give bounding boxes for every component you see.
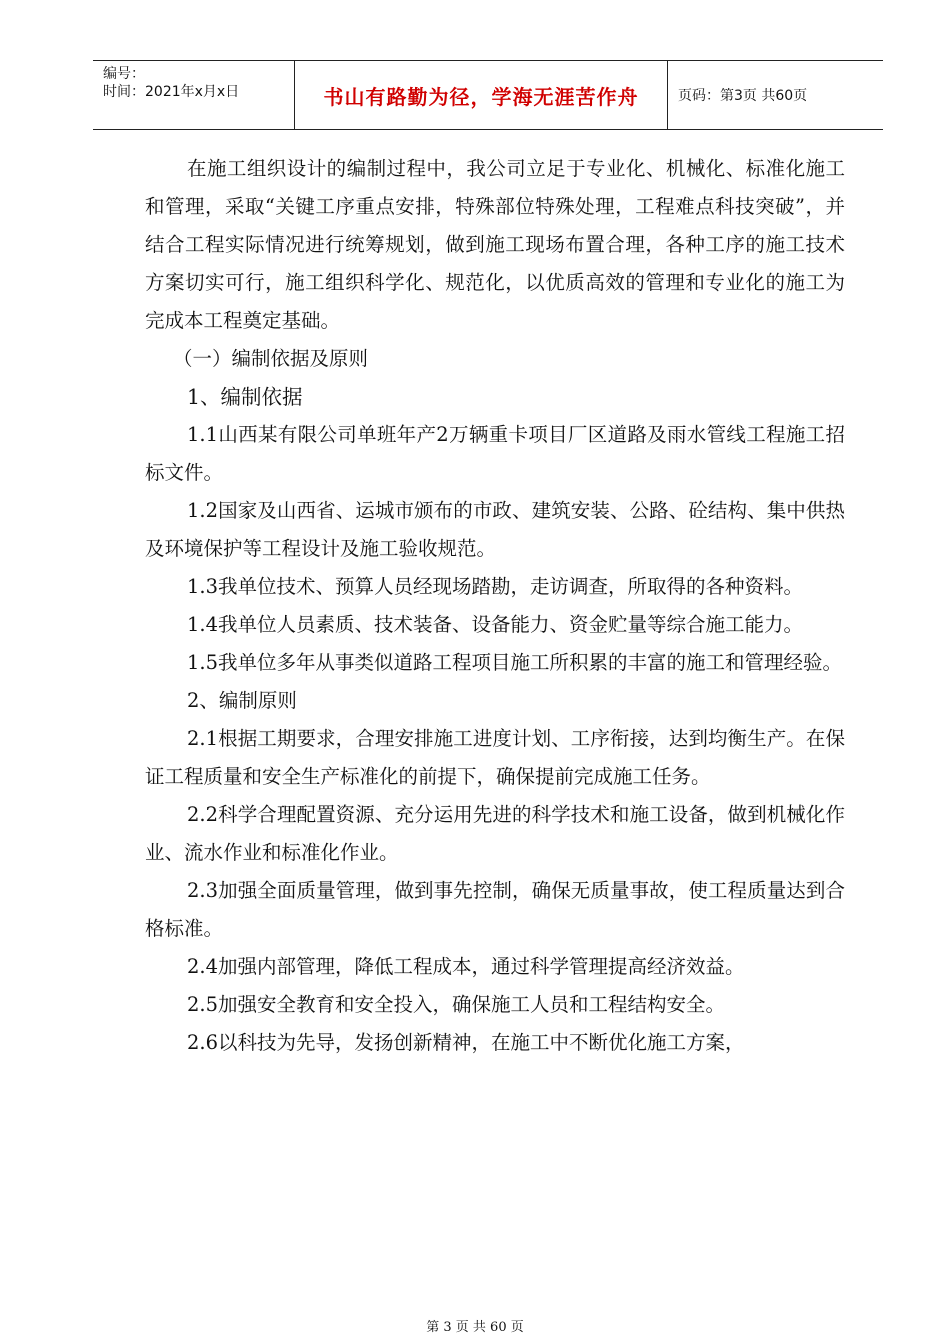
paragraph-item: 2.5加强安全教育和安全投入，确保施工人员和工程结构安全。 (187, 993, 726, 1016)
document-time-label: 时间：2021年x月x日 (103, 84, 240, 100)
page-footer: 第 3 页 共 60 页 (426, 1320, 524, 1335)
paragraph-item: 1.5我单位多年从事类似道路工程项目施工所积累的丰富的施工和管理经验。 (187, 651, 843, 674)
paragraph-item: 2.1根据工期要求，合理安排施工进度计划、工序衔接，达到均衡生产。在保证工程质量和安全生产标准化的前提下，确保提前完成施工任务。 (145, 727, 845, 788)
paragraph-item: 2.4加强内部管理，降低工程成本，通过科学管理提高经济效益。 (187, 955, 745, 978)
section-heading: （一）编制依据及原则 (173, 347, 369, 370)
paragraph-item: 2.6以科技为先导，发扬创新精神，在施工中不断优化施工方案， (187, 1031, 745, 1054)
paragraph-item: 1.1山西某有限公司单班年产2万辆重卡项目厂区道路及雨水管线工程施工招标文件。 (145, 423, 845, 484)
paragraph-item: 1.2国家及山西省、运城市颁布的市政、建筑安装、公路、砼结构、集中供热及环境保护等工程设计及施工验收规范。 (145, 499, 845, 560)
document-body (145, 150, 845, 1062)
page-header (93, 60, 883, 130)
document-number-label: 编号： (103, 66, 145, 82)
header-motto: 书山有路勤为径，学海无涯苦作舟 (295, 61, 668, 129)
paragraph-item: 2.3加强全面质量管理，做到事先控制，确保无质量事故，使工程质量达到合格标准。 (145, 879, 845, 940)
paragraph-item: 1.4我单位人员素质、技术装备、设备能力、资金贮量等综合施工能力。 (187, 613, 804, 636)
paragraph-item: 1.3我单位技术、预算人员经现场踏勘，走访调查，所取得的各种资料。 (187, 575, 804, 598)
paragraph-intro: 在施工组织设计的编制过程中，我公司立足于专业化、机械化、标准化施工和管理，采取“关键工序重点安排，特殊部位特殊处理，工程难点科技突破”，并结合工程实际情况进行统筹规划，做到施工现场布置合理，各种工序的施工技术方案切实可行，施工组织科学化、规范化，以优质高效的管理和专业化的施工为完成本工程奠定基础。 (145, 157, 845, 332)
subsection-heading: 2、编制原则 (187, 689, 297, 712)
paragraph-item: 2.2科学合理配置资源、充分运用先进的科学技术和施工设备，做到机械化作业、流水作业和标准化作业。 (145, 803, 845, 864)
header-page-info: 页码：第3页 共60页 (678, 88, 808, 104)
subsection-heading: 1、编制依据 (187, 385, 303, 409)
header-meta (93, 61, 295, 129)
